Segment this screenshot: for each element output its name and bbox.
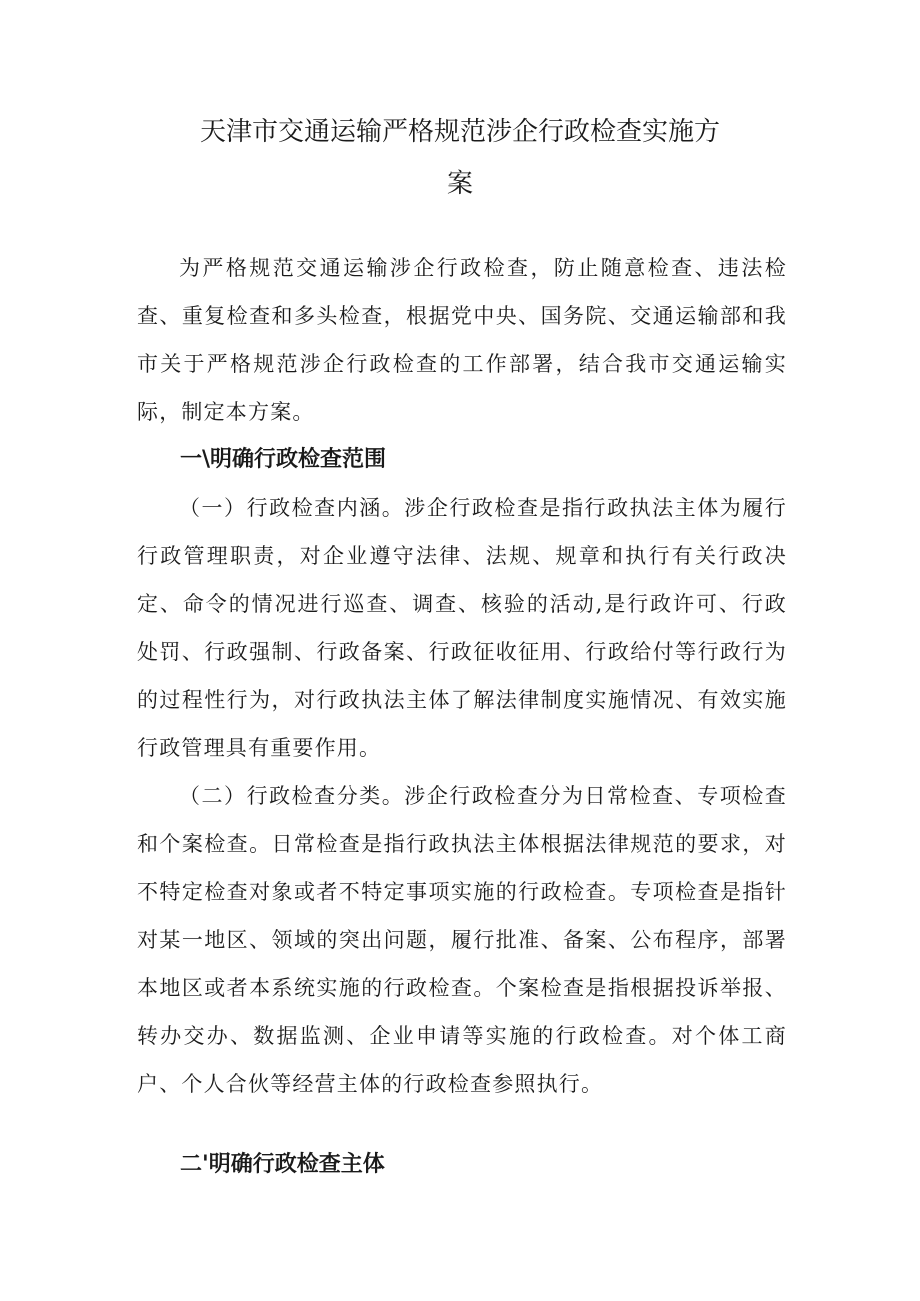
section1-item1-paragraph: （一）行政检查内涵。涉企行政检查是指行政执法主体为履行行政管理职责，对企业遵守法律、法规、规章和执行有关行政决定、命令的情况进行巡查、调查、核验的活动,是行政许可、行政处罚、行政强制、行政备案、行政征收征用、行政给付等行政行为的过程性行为，对行政执法主体了解法律制度实施情况、有效实施行政管理具有重要作用。: [137, 496, 787, 760]
section2-heading: 二'明确行政检查主体: [180, 1152, 385, 1177]
document-title-line2: 案: [446, 169, 473, 199]
section1-heading: 一\明确行政检查范围: [180, 447, 387, 472]
document-title-line1: 天津市交通运输严格规范涉企行政检查实施方: [199, 117, 720, 147]
intro-paragraph: 为严格规范交通运输涉企行政检查，防止随意检查、违法检查、重复检查和多头检查，根据党中央、国务院、交通运输部和我市关于严格规范涉企行政检查的工作部署，结合我市交通运输实际，制定本方案。: [137, 256, 787, 424]
section1-item2-paragraph: （二）行政检查分类。涉企行政检查分为日常检查、专项检查和个案检查。日常检查是指行政执法主体根据法律规范的要求，对不特定检查对象或者不特定事项实施的行政检查。专项检查是指针对某一地区、领域的突出问题，履行批准、备案、公布程序，部署本地区或者本系统实施的行政检查。个案检查是指根据投诉举报、转办交办、数据监测、企业申请等实施的行政检查。对个体工商户、个人合伙等经营主体的行政检查参照执行。: [137, 784, 787, 1096]
